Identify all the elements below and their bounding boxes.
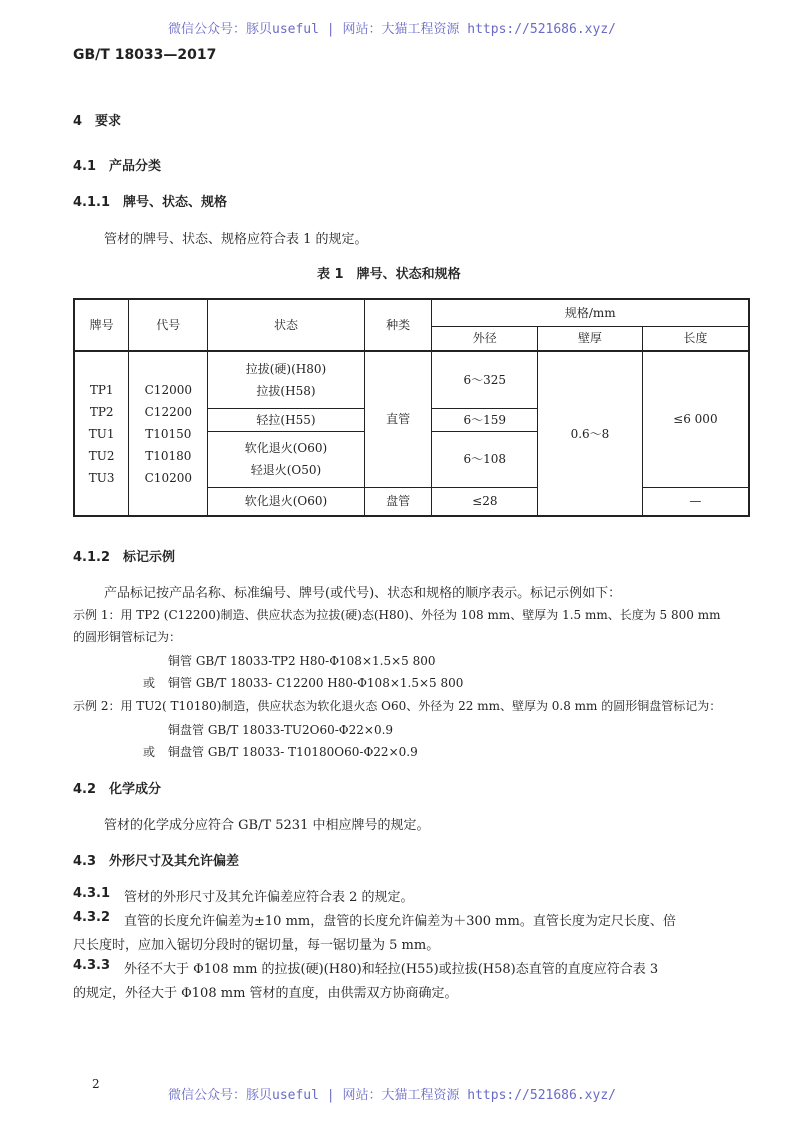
- state-cell: [208, 351, 364, 408]
- example-1: 示例 1：用 TP2 (C12200)制造、供应状态为拉拔(硬)态(H80)、外径为 108 mm、壁厚为 1.5 mm、长度为 5 800 mm: [73, 608, 721, 622]
- grade: TU1: [88, 426, 115, 441]
- paragraph-cont: 的规定，外径大于 Φ108 mm 管材的直度，由供需双方协商确定。: [73, 986, 458, 1001]
- code: C12200: [144, 404, 192, 419]
- paragraph: 管材的牌号、状态、规格应符合表 1 的规定。: [104, 232, 368, 247]
- page-header: GB/T 18033—2017: [73, 47, 217, 63]
- state: 轻退火(O50): [250, 463, 322, 477]
- kind-cell: 盘管: [364, 487, 432, 516]
- section-4-1-heading: 4.1 产品分类: [73, 159, 162, 174]
- code: C10200: [144, 470, 192, 485]
- paragraph: 直管的长度允许偏差为±10 mm，盘管的长度允许偏差为＋300 mm。直管长度为定尺长度、倍: [124, 914, 676, 929]
- header-wall: 壁厚: [538, 326, 643, 351]
- or-label: 或: [143, 676, 156, 690]
- example-1-mark: 铜管 GB/T 18033-TP2 H80-Φ108×1.5×5 800: [168, 654, 436, 668]
- grade: TU3: [88, 470, 115, 485]
- code: C12000: [144, 382, 192, 397]
- header-state: 状态: [208, 299, 364, 351]
- grades-cell: [74, 351, 129, 516]
- table-caption: 表 1 牌号、状态和规格: [317, 267, 461, 282]
- section-4-2-heading: 4.2 化学成分: [73, 782, 162, 797]
- od-cell: 6～159: [432, 408, 538, 431]
- state: 软化退火(O60): [244, 441, 328, 455]
- header-spec: 规格/mm: [432, 299, 749, 326]
- length-cell: —: [642, 487, 749, 516]
- od-cell: 6～108: [432, 431, 538, 487]
- section-4-1-1-heading: 4.1.1 牌号、状态、规格: [73, 195, 228, 210]
- section-4-3-heading: 4.3 外形尺寸及其允许偏差: [73, 854, 240, 869]
- wall-cell: 0.6～8: [538, 351, 643, 516]
- clause-number: 4.3.2: [73, 910, 111, 925]
- watermark-top: 微信公众号：豚贝useful | 网站：大猫工程资源 https://521686.xyz/: [168, 22, 616, 37]
- codes-cell: [129, 351, 208, 516]
- header-grade: 牌号: [74, 299, 129, 351]
- clause-number: 4.3.3: [73, 958, 111, 973]
- grade: TU2: [88, 448, 115, 463]
- od-cell: 6～325: [432, 351, 538, 408]
- od-cell: ≤28: [432, 487, 538, 516]
- kind-cell: 直管: [364, 351, 432, 487]
- example-1-cont: 的圆形铜管标记为：: [73, 630, 182, 644]
- paragraph: 外径不大于 Φ108 mm 的拉拔(硬)(H80)和轻拉(H55)或拉拔(H58)态直管的直度应符合表 3: [124, 962, 659, 977]
- header-kind: 种类: [364, 299, 432, 351]
- state-cell: 轻拉(H55): [208, 408, 364, 431]
- example-2: 示例 2：用 TU2( T10180)制造，供应状态为软化退火态 O60、外径为 22 mm、壁厚为 0.8 mm 的圆形铜盘管标记为：: [73, 699, 722, 713]
- length-cell: ≤6 000: [642, 351, 749, 487]
- section-4-heading: 4 要求: [73, 114, 122, 129]
- code: T10150: [145, 426, 192, 441]
- spec-table: [73, 298, 750, 517]
- state: 拉拔(H58): [256, 383, 316, 398]
- paragraph: 管材的外形尺寸及其允许偏差应符合表 2 的规定。: [124, 890, 414, 905]
- watermark-bottom: 微信公众号：豚贝useful | 网站：大猫工程资源 https://521686.xyz/: [168, 1088, 616, 1103]
- code: T10180: [145, 448, 192, 463]
- example-1-mark-alt: 铜管 GB/T 18033- C12200 H80-Φ108×1.5×5 800: [168, 676, 464, 690]
- paragraph-cont: 尺长度时，应加入锯切分段时的锯切量，每一锯切量为 5 mm。: [73, 938, 440, 953]
- or-label: 或: [143, 745, 156, 759]
- header-code: 代号: [129, 299, 208, 351]
- paragraph: 管材的化学成分应符合 GB/T 5231 中相应牌号的规定。: [104, 818, 430, 833]
- example-2-mark-alt: 铜盘管 GB/T 18033- T10180O60-Φ22×0.9: [168, 745, 418, 759]
- paragraph: 产品标记按产品名称、标准编号、牌号(或代号)、状态和规格的顺序表示。标记示例如下：: [104, 586, 622, 601]
- section-4-1-2-heading: 4.1.2 标记示例: [73, 550, 176, 565]
- state-cell: 软化退火(O60): [208, 487, 364, 516]
- header-length: 长度: [642, 326, 749, 351]
- example-2-mark: 铜盘管 GB/T 18033-TU2O60-Φ22×0.9: [168, 723, 394, 737]
- grade: TP1: [89, 382, 114, 397]
- header-od: 外径: [432, 326, 538, 351]
- state: 拉拔(硬)(H80): [245, 361, 327, 376]
- state-cell: [208, 431, 364, 487]
- grade: TP2: [89, 404, 114, 419]
- page-number: 2: [92, 1077, 100, 1091]
- clause-number: 4.3.1: [73, 886, 111, 901]
